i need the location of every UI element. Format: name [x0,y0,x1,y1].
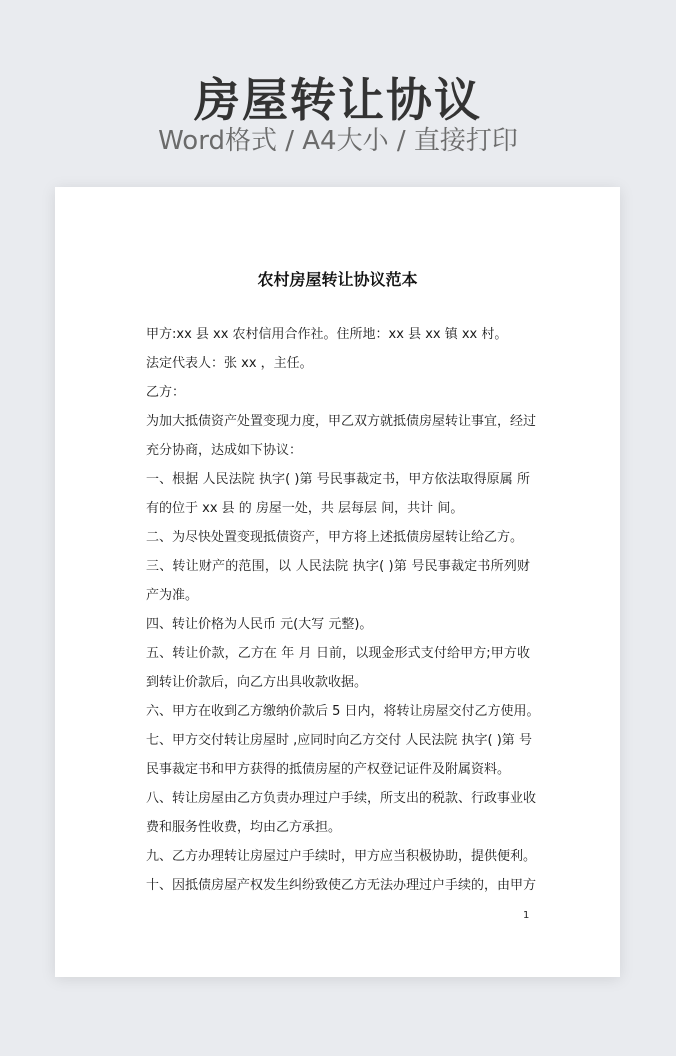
document-line: 七、甲方交付转让房屋时 ,应同时向乙方交付 人民法院 执字( )第 号 [146,733,532,748]
document-line: 产为准。 [146,588,199,603]
document-title: 农村房屋转让协议范本 [257,270,418,289]
document-line: 费和服务性收费，均由乙方承担。 [146,820,342,835]
document-line: 九、乙方办理转让房屋过户手续时，甲方应当积极协助，提供便利。 [146,849,537,864]
document-line: 民事裁定书和甲方获得的抵债房屋的产权登记证件及附属资料。 [146,762,511,777]
document-line: 为加大抵债资产处置变现力度，甲乙双方就抵债房屋转让事宜，经过 [146,414,537,429]
document-line: 法定代表人：张 xx ，主任。 [146,356,313,371]
document-line: 三、转让财产的范围，以 人民法院 执字( )第 号民事裁定书所列财 [146,559,530,574]
document-line: 乙方： [146,385,186,400]
document-line: 甲方:xx 县 xx 农村信用合作社。住所地：xx 县 xx 镇 xx 村。 [146,327,508,342]
document-line: 十、因抵债房屋产权发生纠纷致使乙方无法办理过户手续的，由甲方 [146,878,537,893]
document-line: 六、甲方在收到乙方缴纳价款后 5 日内，将转让房屋交付乙方使用。 [146,704,540,719]
document-line: 到转让价款后，向乙方出具收款收据。 [146,675,368,690]
document-line: 二、为尽快处置变现抵债资产，甲方将上述抵债房屋转让给乙方。 [146,530,524,545]
page-number: 1 [523,910,530,921]
document-line: 充分协商，达成如下协议： [146,443,303,458]
banner-title: 房屋转让协议 [194,73,482,127]
document-line: 有的位于 xx 县 的 房屋一处，共 层每层 间，共计 间。 [146,501,464,516]
document-line: 八、转让房屋由乙方负责办理过户手续，所支出的税款、行政事业收 [146,791,537,806]
document-line: 五、转让价款，乙方在 年 月 日前，以现金形式支付给甲方;甲方收 [146,646,530,661]
document-line: 四、转让价格为人民币 元(大写 元整)。 [146,617,373,632]
document-line: 一、根据 人民法院 执字( )第 号民事裁定书，甲方依法取得原属 所 [146,472,530,487]
document-body [146,320,540,900]
banner [0,0,676,180]
document-page [55,187,620,977]
banner-subtitle: Word格式 / A4大小 / 直接打印 [158,126,518,156]
